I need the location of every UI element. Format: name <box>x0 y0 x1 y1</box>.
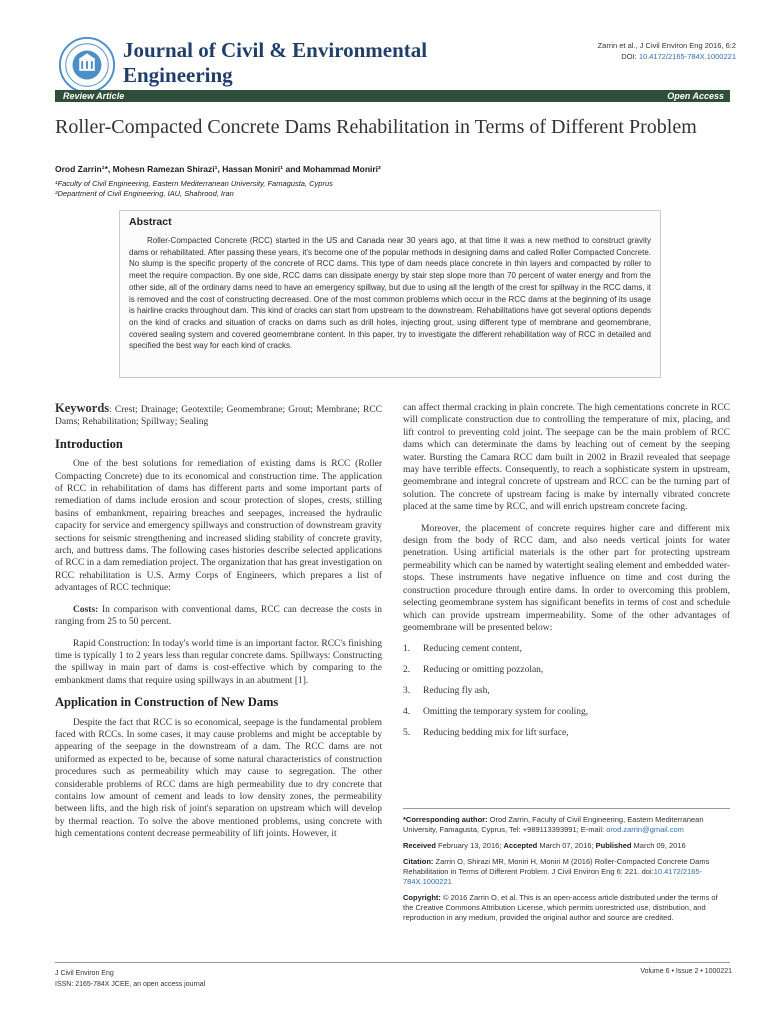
costs-label: Costs: <box>73 604 99 615</box>
citation-doi-link[interactable]: 10.4172/2165-784X.1000221 <box>403 867 703 886</box>
list-item: 2. Reducing or omitting pozzolan, <box>403 665 544 676</box>
application-paragraph-1: Despite the fact that RCC is so economical, seepage is the fundamental problem faced with RCCs. In some cases, it may cause problems and might be acceptable by appearing of the seepage in the downstream of a dam. The RCC dams are not uniformed as expected to be, because of some natural characteristics of construction procedures such as permeability which may cause to segregation. The other considerable problems of RCC dams are high permeability due to dry concrete that contains low amount of cement and leads to low density zones, the permeability between lifts, and the high risk of joint's separation on upstream which will develop by thermal reaction. To solve the above mentioned problems, using concrete with high cementations content decrease permeability of lift joints. However, it <box>55 717 382 840</box>
journal-title: Journal of Civil & Environmental Engineering <box>123 38 428 87</box>
application-heading: Application in Construction of New Dams <box>55 695 279 710</box>
right-column <box>403 402 730 748</box>
open-access-label: Open Access <box>667 91 724 101</box>
citation-line: Zarrin et al., J Civil Environ Eng 2016, 6:2 <box>597 41 736 50</box>
list-item: 1. Reducing cement content, <box>403 644 522 655</box>
intro-paragraph-1: One of the best solutions for remediation of existing dams is RCC (Roller Compacting Concrete) due to its economical and construction time. The application of RCC in rehabilitation of dams has different parts and some important parts of remediation of dams include erosion and scour protection of slopes, crests, stilling basins of embankment, repairing breaches and seepages, increased the hydraulic capacity for service and emergency spillways and construction of downstream gravity sections for seismic strengthening and increased sliding stability of concrete gravity, arch, and buttress dams. The following cases histories describe selected applications of RCC in a dam remediation project. The organization that has great investigation on RCC rehabilitation is U.S. Army Corps of Engineers, which prepares a list of advantages of RCC technique: <box>55 459 382 594</box>
list-item: 5. Reducing bedding mix for lift surface, <box>403 728 569 739</box>
right-paragraph-1: can affect thermal cracking in plain concrete. The high cementations concrete in RCC will complicate construction due to controlling the temperature of mix, placing, and lift control to preventing cold joint. The seepage can be the main problem of RCC dams which can determinate the dams by leaching out of cement by the seeping water. Bursting the Camara RCC dam built in 2002 in Brazil revealed that seepage may have terrible effects. Consequently, to reach a sophisticate system in upstream, geomembrane and integral concrete of upstream and RCC can be the turning part of solution. The concrete of upstream facing is make by internally vibrated concrete placed at the same time by RCC, and will enrich upstream concrete facing. <box>403 403 730 513</box>
article-title: Roller-Compacted Concrete Dams Rehabilitation in Terms of Different Problem <box>55 116 697 138</box>
list-item: 4. Omitting the temporary system for cooling, <box>403 707 589 718</box>
abstract-text: Roller-Compacted Concrete (RCC) started in the US and Canada near 30 years ago, at that time it was a new method to construct gravity dams or rehabilitated. After passing these years, it's become one of the popular methods in designing dams and called Roller Compacted Concrete. No slump is the specific property of the concrete of RCC dams. This type of dam needs place concrete in thin layers and compacted by roller to meet the require compaction. By one side, RCC dams can dissipate energy by stair step slope more than 70 percent of water energy and from the other side, all of the ordinary dams need to have an emergency spillway, but due to using all the length of the crest for spillway in the RCC dams, it is removed and the cost of constructing decreased. One of the most common problems which occur in the RCC dams at the beginning of its usage is hairline cracks throughout dam. This kind of cracks can start from upstream to the downstream. Rehabilitations have got several options depends on the kind of cracks and situation of cracks on dams such as drill holes, injecting grout, using different type of membrane and geomembrane, covered sealing system and covered geomembrane content. In this paper, try to investigate the different rehabilitation way of RCC in detailed and specified the best way for each kind of cracks. <box>129 236 651 351</box>
advantages-list <box>403 643 730 739</box>
citation-header <box>598 40 736 62</box>
abstract-heading: Abstract <box>129 216 172 228</box>
footer-left <box>55 968 205 990</box>
footer-journal: J Civil Environ Eng <box>55 970 114 977</box>
footer-volume: Volume 6 • Issue 2 • 1000221 <box>640 968 732 975</box>
keywords-label: Keywords <box>55 401 110 415</box>
article-type-band <box>55 90 730 102</box>
corresponding-author: *Corresponding author: Orod Zarrin, Faculty of Civil Engineering, Eastern Mediterranean University, Famagusta, Cyprus, Tel: +989113393991; E-mail: orod.zarrin@gmail.com <box>403 815 704 834</box>
left-column <box>55 402 382 850</box>
costs-text: In comparison with conventional dams, RCC can decrease the costs in ranging from 25 to 50 percent. <box>55 604 382 628</box>
keywords <box>55 402 382 429</box>
right-paragraph-2: Moreover, the placement of concrete requires higher care and different mix design from the body of RCC dam, and also needs vertical joints for water penetration. Using artificial materials is the other part for protecting upstream permeability which can be named by watertight sealing element and embedded water-stops. These instruments have negative influence on time and cost during the construction procedure through entire dams. In order to overcoming this problem, selecting geomembrane system has significant benefits in terms of cost and schedule which can provide upstream impermeability. Some of the other advantages of geomembrane will be presented below: <box>403 523 730 633</box>
abstract-box <box>119 210 661 378</box>
author-list: Orod Zarrin¹*, Mohesn Ramezan Shirazi¹, Hassan Moniri¹ and Mohammad Moniri² <box>55 164 381 174</box>
doi-line <box>598 51 736 62</box>
correspondence-box <box>403 808 730 929</box>
citation-note: Citation: Zarrin O, Shirazi MR, Moniri H, Moniri M (2016) Roller-Compacted Concrete Dams Rehabilitation in Terms of Different Problem. J Civil Environ Eng 6: 221. doi:10.4172/2165-784X.1000221 <box>403 857 710 886</box>
intro-paragraph-3: Rapid Construction: In today's world time is an important factor. RCC's finishing time is typically 1 to 2 years less than regular concrete dams. Spillways: Constructing the spillway in main part of dams is cost-effective which by comparing to the embankment dams that require using spillways in an abutment [1]. <box>55 638 382 686</box>
footer-divider <box>55 962 730 963</box>
journal-logo-icon <box>58 36 116 94</box>
costs-paragraph <box>55 604 382 629</box>
copyright-note: Copyright: © 2016 Zarrin O, et al. This is an open-access article distributed under the terms of the Creative Commons Attribution License, which permits unrestricted use, distribution, and reproduction in any medium, provided the original author and source are credited. <box>403 893 718 922</box>
doi-link[interactable]: 10.4172/2165-784X.1000221 <box>638 52 736 61</box>
email-link[interactable]: orod.zarrin@gmail.com <box>606 825 684 834</box>
doi-label: DOI: <box>621 52 637 61</box>
introduction-heading: Introduction <box>55 436 123 451</box>
keywords-text: : Crest; Drainage; Geotextile; Geomembrane; Grout; Membrane; RCC Dams; Rehabilitation; Spillway; Sealing <box>55 405 382 428</box>
list-item: 3. Reducing fly ash, <box>403 686 490 697</box>
affiliation-1: ¹Faculty of Civil Engineering, Eastern Mediterranean University, Famagusta, Cyprus <box>55 179 333 188</box>
dates: Received February 13, 2016; Accepted March 07, 2016; Published March 09, 2016 <box>403 841 686 850</box>
footer-issn: ISSN: 2165-784X JCEE, an open access journal <box>55 981 206 988</box>
article-type-label: Review Article <box>63 91 125 101</box>
affiliation-2: ²Department of Civil Engineering, IAU, Shahrood, Iran <box>55 189 234 198</box>
